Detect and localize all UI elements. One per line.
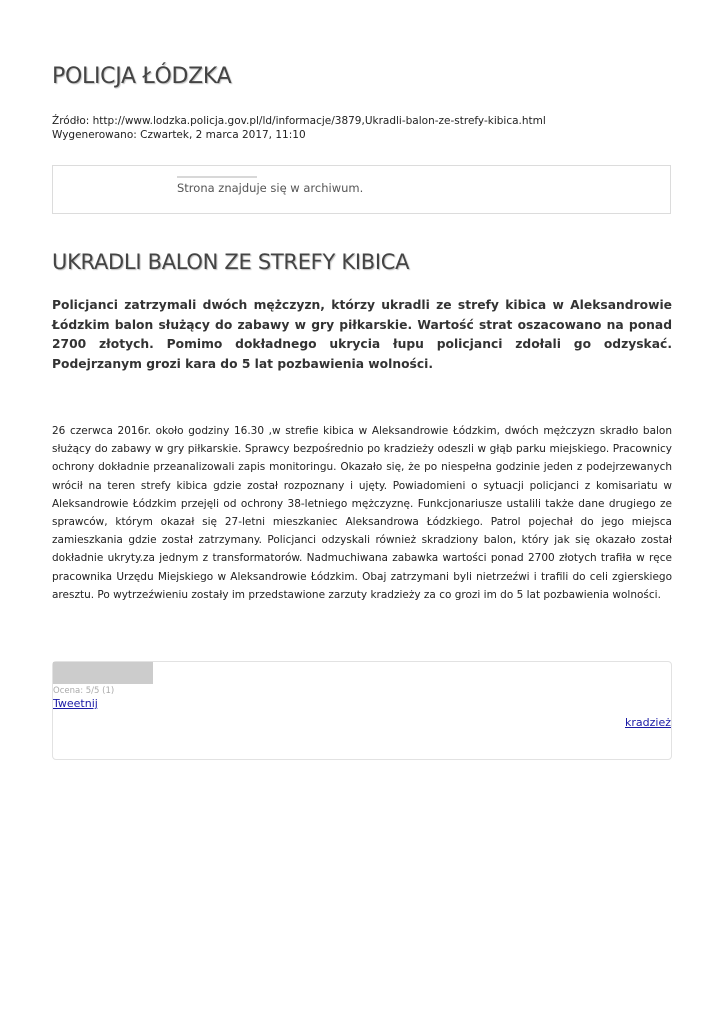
- tag-link[interactable]: kradzież: [625, 716, 671, 729]
- rating-stars[interactable]: [53, 662, 153, 684]
- document-meta: [52, 114, 546, 142]
- site-title: POLICJA ŁÓDZKA: [52, 64, 232, 89]
- archive-divider: [177, 176, 257, 178]
- article-footer: [52, 661, 672, 760]
- archive-notice: Strona znajduje się w archiwum.: [177, 181, 364, 195]
- generated-line: Wygenerowano: Czwartek, 2 marca 2017, 11:10: [52, 129, 306, 141]
- article-lead: Policjanci zatrzymali dwóch mężczyzn, którzy ukradli ze strefy kibica w Aleksandrowie Łódzkim balon służący do zabawy w gry piłkarskie. Wartość strat oszacowano na ponad 2700 złotych. Pomimo dokładnego ukrycia łupu policjanci zdołali go odzyskać. Podejrzanym grozi kara do 5 lat pozbawienia wolności.: [52, 298, 672, 371]
- archive-notice-box: [52, 165, 671, 214]
- article-title: UKRADLI BALON ZE STREFY KIBICA: [52, 250, 410, 274]
- source-line: Źródło: http://www.lodzka.policja.gov.pl/ld/informacje/3879,Ukradli-balon-ze-strefy-kibica.html: [52, 115, 546, 127]
- tweet-link[interactable]: Tweetnij: [53, 697, 98, 710]
- article-body: 26 czerwca 2016r. około godziny 16.30 ,w strefie kibica w Aleksandrowie Łódzkim, dwóch mężczyzn skradło balon służący do zabawy w gry piłkarskie. Sprawcy bezpośrednio po kradzieży odeszli w głąb parku miejskiego. Pracownicy ochrony dokładnie przeanalizowali zapis monitoringu. Okazało się, że po niespełna godzinie jeden z podejrzewanych wrócił na teren strefy kibica gdzie został rozpoznany i ujęty. Powiadomieni o sytuacji policjanci z komisariatu w Aleksandrowie Łódzkim przejęli od ochrony 38-letniego mężczyznę. Funkcjonariusze ustalili także dane drugiego ze sprawców, którym okazał się 27-letni mieszkaniec Aleksandrowa Łódzkiego. Patrol pojechał do jego miejsca zamieszkania gdzie został zatrzymany. Policjanci odzyskali również skradziony balon, który jak się okazało został dokładnie ukryty.za jednym z transformatorów. Nadmuchiwana zabawka wartości ponad 2700 złotych trafiła w ręce pracownika Urzędu Miejskiego w Aleksandrowie Łódzkim. Obaj zatrzymani byli nietrzeźwi i trafili do celi zgierskiego aresztu. Po wytrzeźwieniu zostały im przedstawione zarzuty kradzieży za co grozi im do 5 lat pozbawienia wolności.: [52, 425, 672, 601]
- rating-text: Ocena: 5/5 (1): [53, 686, 115, 696]
